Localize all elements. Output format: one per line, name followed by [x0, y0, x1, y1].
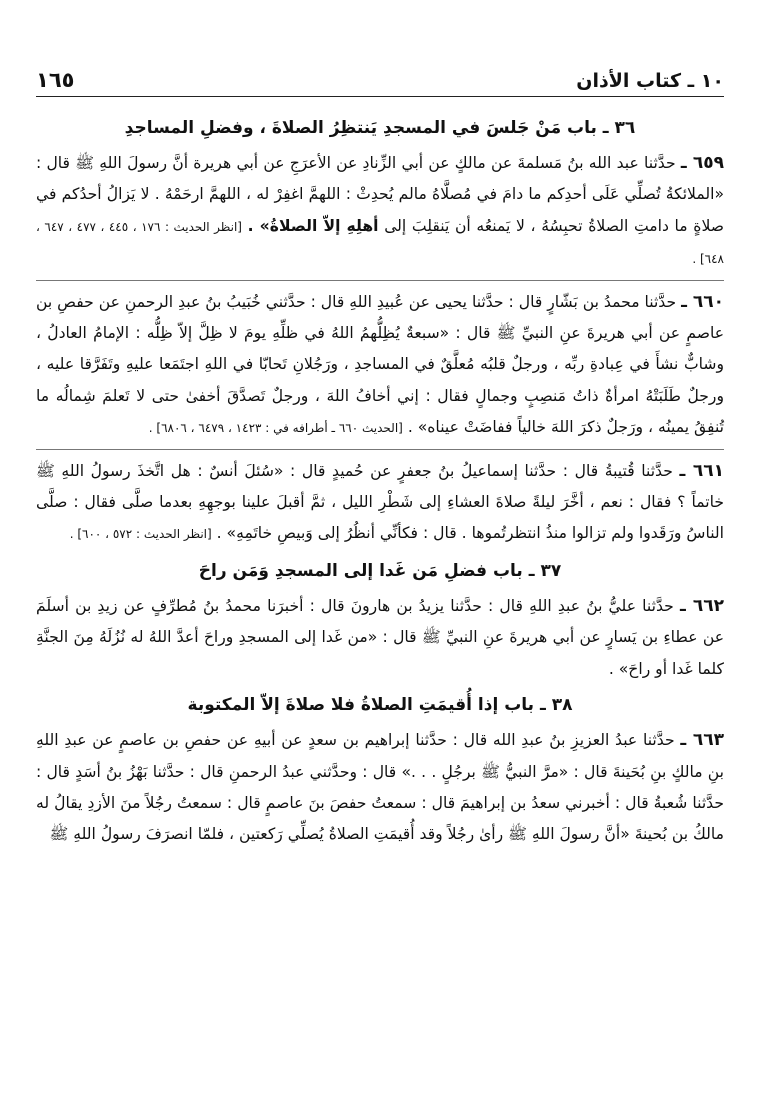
hadith-paragraph — [36, 591, 724, 685]
page-body — [36, 108, 724, 851]
hadith-reference: [انظر الحديث : ١٧٦ ، ٤٤٥ ، ٤٧٧ ، ٦٤٧ ، ٦٤٨] . — [36, 219, 724, 267]
chapter-heading: ٣٨ ـ باب إذا أُقيمَتِ الصلاةُ فلا صلاةَ إلاّ المكتوبة — [187, 695, 573, 716]
divider — [36, 449, 724, 450]
hadith-number: ٦٥٩ ـ — [680, 153, 724, 173]
hadith-reference: [الحديث ٦٦٠ ـ أطرافه في : ١٤٢٣ ، ٦٤٧٩ ، ٦٨٠٦] . — [148, 421, 403, 436]
hadith-text: حدَّثنا عبدُ العزيزِ بنُ عبدِ الله قال : حدَّثنا إبراهيم بن سعدٍ عن أبيهِ عن حفصِ بن عاصمٍ عن عبدِ اللهِ بنِ مالكٍ بنِ بُحَينةَ قال : «مرَّ النبيُّ ﷺ برجُلٍ . . .» قال : وحدَّثني عبدُ الرحمنِ قال : حدَّثنا بَهْزُ بنُ أسَدٍ قال : حدَّثنا شُعبةُ قال : أخبرني سعدُ بن إبراهيمَ قال : سمعتُ حفصَ بنَ عاصمٍ قال : سمعتُ رجُلاً منَ الأزدِ يقالُ له مالكُ بن بُحينةَ «أنَّ رسولَ اللهِ ﷺ رأىٰ رجُلاً وقد أُقيمَتِ الصلاةُ يُصلِّي رَكعتين ، فلمّا انصرَفَ رسولُ اللهِ ﷺ — [36, 731, 724, 844]
hadith-number: ٦٦٠ ـ — [681, 291, 724, 312]
hadith-text: حدَّثنا عليُّ بنُ عبدِ اللهِ قال : حدَّثنا يزيدُ بن هارونَ قال : أخبرَنا محمدُ بنُ مُطرِّفٍ عن زيدِ بن أسلَمَ عن عطاءِ بن يَسارٍ عن أبي هريرةَ عنِ النبيِّ ﷺ قال : «من غَدا إلى المسجدِ وراحَ أعدَّ اللهُ له نُزُلَهُ مِنَ الجنَّةِ كلما غَدا أو راحَ» . — [36, 596, 724, 678]
hadith-reference: [انظر الحديث : ٥٧٢ ، ٦٠٠] . — [69, 527, 212, 542]
hadith-text: حدَّثنا عبد الله بنُ مَسلمةَ عن مالكٍ عن أبي الزِّنادِ عن الأعرَجِ عن أبي هريرة أنَّ رسولَ اللهِ ﷺ قال : «الملائكةُ تُصلِّي عَلَى أحدِكم ما دامَ في مُصلَّاهُ مالم يُحدِثْ : اللهمَّ اغفِرْ له ، اللهمَّ ارحَمْهُ . لا يَزالُ أحدُكم في صلاةٍ ما دامتِ الصلاةُ تحبِسُهُ ، لا يَمنعُه أن يَنقلِبَ إلى — [36, 154, 725, 235]
hadith-number: ٦٦٣ ـ — [680, 730, 725, 751]
hadith-text: حدَّثنا قُتيبةُ قال : حدَّثنا إسماعيلُ بنُ جعفرٍ عن حُميدٍ قال : «سُئلَ أنسٌ : هل اتَّخذَ رسولُ اللهِ ﷺ خاتماً ؟ فقال : نعم ، أخَّرَ ليلةً صلاةَ العشاءِ إلى شَطْرِ الليل ، ثمَّ أقبلَ علينا بوجهِهِ بعدما صلَّى فقال : صلَّى الناسُ ورَقَدوا ولم تزالوا منذُ انتظرتُموها . قال : فكأنِّي أنظُرُ إلى وَبيصِ خاتَمِهِ» . — [36, 461, 724, 543]
hadith-paragraph — [36, 148, 724, 276]
chapter-heading: ٣٧ ـ باب فضلِ مَن غَدا إلى المسجدِ وَمَن راحَ — [198, 560, 562, 581]
hadith-paragraph — [36, 456, 724, 551]
hadith-paragraph — [36, 725, 724, 851]
chapter-heading: ٣٦ ـ باب مَنْ جَلسَ في المسجدِ يَنتظِرُ الصلاةَ ، وفضلِ المساجدِ — [124, 118, 636, 138]
hadith-number: ٦٦٢ ـ — [679, 595, 724, 616]
hadith-text-tail: أهلِهِ إلاّ الصلاةُ» . — [247, 216, 379, 235]
page-header — [36, 58, 724, 97]
hadith-paragraph — [36, 287, 724, 445]
hadith-text: حدَّثنا محمدُ بن بَشّارٍ قال : حدَّثنا يحيى عن عُبيدِ اللهِ قال : حدَّثني خُبَيبُ بنُ عبدِ الرحمنِ عن حفصِ بن عاصمٍ عن أبي هريرةَ عنِ النبيِّ ﷺ قال : «سبعةٌ يُظِلُّهمُ اللهُ في ظلِّهِ يومَ لا ظِلَّ إلاّ ظِلُّه : الإمامُ العادلُ ، وشابٌّ نشأَ في عِبادةِ ربِّه ، ورجلٌ قلبُه مُعلَّقٌ في المساجدِ ، ورَجُلانِ تَحابّا في اللهِ اجتَمَعا عليهِ وتَفَرَّقا عليه ، ورجلٌ طَلَبَتْهُ امرأةٌ ذاتُ مَنصِبٍ وجمالٍ فقال : إني أخافُ اللهَ ، ورجلٌ تَصدَّقَ أخفىٰ حتى لا تَعلمَ شِمالُه ما تُنفِقُ يمينُه ، ورَجلٌ ذكرَ اللهَ خالياً ففاضَتْ عيناه» . — [36, 292, 724, 437]
page-number: ١٦٥ — [36, 68, 75, 92]
running-title: ١٠ ـ كتاب الأذان — [576, 70, 724, 92]
divider — [36, 280, 724, 281]
hadith-number: ٦٦١ ـ — [679, 460, 724, 481]
